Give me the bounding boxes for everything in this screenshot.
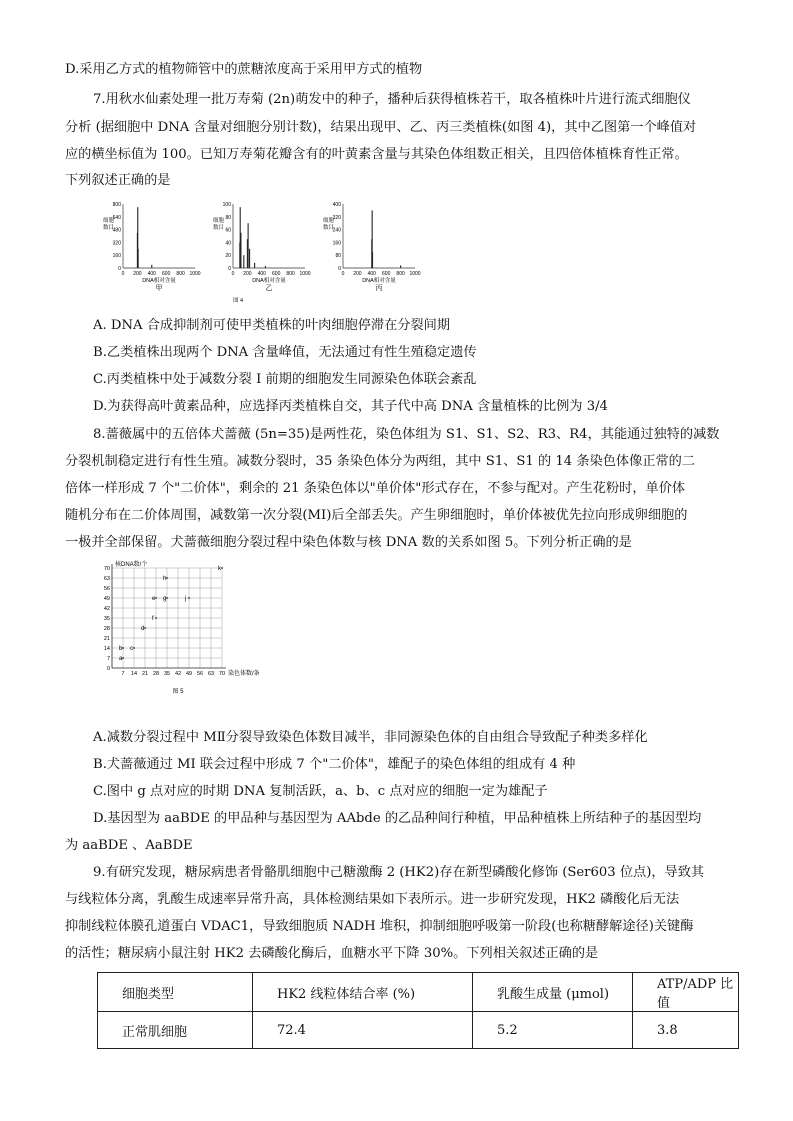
table-row	[98, 1012, 739, 1049]
figure-4	[98, 196, 428, 306]
figure-5-point-e	[155, 597, 157, 599]
figure-4-ytick: 320	[332, 214, 341, 221]
q7-option-d: D.为获得高叶黄素品种，应选择丙类植株自交，其子代中高 DNA 含量植株的比例为 3/4	[93, 399, 608, 414]
figure-4-panel-label: 丙	[375, 285, 383, 292]
figure-5-point-b	[122, 647, 124, 649]
q8-option-d-line-1: D.基因型为 aaBDE 的甲品种与基因型为 AAbde 的乙品种间行种植，甲品种植株上所结种子的基因型均	[93, 811, 702, 826]
figure-4-ytick: 100	[222, 202, 231, 208]
figure-4-ytick: 640	[112, 214, 121, 221]
table-header-cell: ATP/ADP 比值	[633, 973, 739, 1012]
figure-4-panel-label: 乙	[265, 285, 273, 292]
figure-5-point-label: b	[119, 646, 123, 652]
figure-5-xtick: 49	[185, 671, 193, 677]
figure-4-xtick: 1000	[299, 271, 311, 277]
table-cell: 3.8	[633, 1012, 739, 1049]
figure-4-xtick: 600	[162, 271, 171, 277]
figure-5-ytick: 70	[103, 566, 110, 572]
figure-4-ytick: 20	[225, 253, 231, 260]
table-cell: 正常肌细胞	[98, 1012, 253, 1049]
table-header-cell: HK2 线粒体结合率 (%)	[253, 973, 473, 1012]
figure-4-ylabel: 数目	[213, 225, 225, 231]
figure-5-caption: 图 5	[172, 689, 184, 695]
figure-5	[98, 558, 260, 698]
table-header-cell: 乳酸生成量 (μmol)	[473, 973, 633, 1012]
figure-4-panel-丙	[323, 202, 421, 292]
q8-stem-line-2: 分裂机制稳定进行有性生殖。减数分裂时，35 条染色体分为两组，其中 S1、S1 的 14 条染色体像正常的二	[65, 454, 696, 469]
q8-option-d-line-2: 为 aaBDE 、AaBDE	[65, 838, 193, 853]
figure-5-xtick: 56	[196, 671, 204, 677]
figure-4-xtick: 400	[147, 271, 156, 277]
q8-stem-line-4: 随机分布在二价体周围，减数第一次分裂(MI)后全部丢失。产生卵细胞时，单价体被优先拉向形成卵细胞的	[65, 508, 688, 523]
figure-4-caption: 图 4	[232, 298, 244, 304]
figure-4-xtick: 200	[243, 271, 252, 277]
q7-stem-line-1: 7.用秋水仙素处理一批万寿菊 (2n)萌发中的种子，播种后获得植株若干，取各植株叶片进行流式细胞仪	[93, 92, 691, 107]
figure-5-xtick: 14	[130, 671, 138, 677]
figure-5-ytick: 0	[106, 666, 110, 672]
q8-option-c: C.图中 g 点对应的时期 DNA 复制活跃，a、b、c 点对应的细胞一定为雄配子	[93, 784, 548, 799]
figure-5-xtick: 35	[163, 671, 171, 677]
q9-stem-line-3: 抑制线粒体膜孔道蛋白 VDAC1，导致细胞质 NADH 堆积，抑制细胞呼吸第一阶段(也称糖酵解途径)关键酶	[65, 919, 694, 934]
figure-5-point-k	[221, 567, 223, 569]
figure-5-ytick: 42	[103, 606, 110, 612]
figure-5-point-f	[155, 617, 157, 619]
figure-5-point-label: f	[152, 616, 154, 622]
figure-5-ytick: 28	[103, 626, 110, 632]
figure-5-point-j	[188, 597, 190, 599]
q8-stem-line-1: 8.蔷薇属中的五倍体犬蔷薇 (5n=35)是两性花，染色体组为 S1、S1、S2、R3、R4，其能通过独特的减数	[93, 427, 720, 442]
q7-stem-line-3: 应的横坐标值为 100。已知万寿菊花瓣含有的叶黄素含量与其染色体组数正相关，且四倍体植株育性正常。	[65, 147, 688, 162]
figure-5-ytick: 35	[103, 616, 110, 622]
figure-4-ytick: 160	[332, 240, 341, 247]
q7-stem-line-4: 下列叙述正确的是	[65, 173, 171, 188]
q8-option-b: B.犬蔷薇通过 MI 联会过程中形成 7 个"二价体"，雄配子的染色体组的组成有 4 种	[93, 757, 576, 772]
figure-5-xtick: 42	[174, 671, 182, 677]
figure-5-xtick: 7	[121, 671, 125, 677]
figure-4-xtick: 1000	[409, 271, 421, 277]
figure-5-svg	[98, 558, 260, 698]
figure-5-xtick: 63	[207, 671, 215, 677]
figure-5-point-d	[144, 627, 146, 629]
figure-4-ytick: 400	[332, 202, 341, 208]
figure-4-ytick: 160	[112, 253, 121, 260]
figure-5-ylabel: 核DNA数/个	[115, 562, 148, 568]
q7-option-c: C.丙类植株中处于减数分裂 I 前期的细胞发生同源染色体联会紊乱	[93, 372, 477, 387]
figure-5-point-c	[133, 647, 135, 649]
figure-5-point-label: c	[130, 646, 133, 652]
figure-5-ytick: 49	[103, 596, 110, 602]
q9-stem-line-2: 与线粒体分离，乳酸生成速率异常升高，具体检测结果如下表所示。进一步研究发现，HK2 磷酸化后无法	[65, 892, 680, 907]
figure-5-point-label: k	[218, 566, 221, 572]
figure-4-xlabel: DNA相对含量	[142, 278, 176, 284]
figure-5-ytick: 56	[103, 586, 110, 592]
figure-4-xtick: 400	[367, 271, 376, 277]
figure-4-ytick: 80	[335, 253, 341, 260]
figure-5-ytick: 7	[106, 656, 110, 662]
figure-5-xtick: 28	[152, 671, 160, 677]
figure-4-xtick: 600	[272, 271, 281, 277]
figure-4-ytick: 240	[332, 227, 341, 234]
figure-4-xtick: 800	[286, 271, 295, 277]
table-header-row	[98, 973, 739, 1012]
figure-5-xlabel: 染色体数/条	[228, 671, 260, 677]
figure-5-ytick: 14	[103, 646, 110, 652]
figure-4-ytick: 80	[225, 214, 231, 221]
q9-stem-line-1: 9.有研究发现，糖尿病患者骨骼肌细胞中己糖激酶 2 (HK2)存在新型磷酸化修饰 (Ser603 位点)，导致其	[93, 865, 705, 880]
q7-option-a: A. DNA 合成抑制剂可使甲类植株的叶肉细胞停滞在分裂间期	[93, 318, 451, 333]
figure-5-ytick: 63	[103, 576, 110, 582]
table-cell: 5.2	[473, 1012, 633, 1049]
figure-4-ytick: 40	[225, 240, 231, 247]
q6-option-d: D.采用乙方式的植物筛管中的蔗糖浓度高于采用甲方式的植物	[65, 62, 423, 77]
figure-4-svg	[98, 196, 428, 306]
figure-4-xtick: 800	[176, 271, 185, 277]
figure-5-xtick: 21	[141, 671, 149, 677]
figure-4-xtick: 0	[231, 271, 235, 277]
figure-4-ytick: 0	[118, 266, 121, 272]
figure-4-panel-乙	[213, 202, 311, 292]
q8-stem-line-3: 倍体一样形成 7 个"二价体"，剩余的 21 条染色体以"单价体"形式存在，不参与配对。产生花粉时，单价体	[65, 481, 686, 496]
figure-5-point-label: a	[119, 656, 123, 662]
figure-4-xtick: 600	[382, 271, 391, 277]
q8-option-a: A.减数分裂过程中 MⅡ分裂导致染色体数目减半，非同源染色体的自由组合导致配子种类多样化	[93, 730, 648, 745]
figure-4-ytick: 320	[112, 240, 121, 247]
figure-4-xlabel: DNA相对含量	[252, 278, 286, 284]
figure-4-xtick: 200	[353, 271, 362, 277]
figure-4-ylabel: 数目	[323, 225, 335, 231]
q9-stem-line-4: 的活性；糖尿病小鼠注射 HK2 去磷酸化酶后，血糖水平下降 30%。下列相关叙述正确的是	[65, 946, 599, 961]
figure-5-point-label: g	[163, 596, 167, 602]
figure-5-xtick: 70	[218, 671, 226, 677]
figure-4-ylabel: 数目	[103, 225, 115, 231]
figure-5-point-label: h	[163, 576, 167, 582]
table-cell: 72.4	[253, 1012, 473, 1049]
figure-4-ytick: 480	[112, 227, 121, 234]
figure-4-xtick: 400	[257, 271, 266, 277]
figure-4-ytick: 60	[225, 227, 231, 234]
figure-5-point-label: j	[185, 596, 187, 602]
figure-4-xtick: 0	[341, 271, 345, 277]
figure-5-point-h	[166, 577, 168, 579]
figure-5-point-label: e	[152, 596, 156, 602]
figure-4-ytick: 0	[338, 266, 341, 272]
figure-4-xtick: 1000	[189, 271, 201, 277]
figure-4-xtick: 200	[133, 271, 142, 277]
figure-4-ytick: 800	[112, 202, 121, 208]
figure-4-xlabel: DNA相对含量	[362, 278, 396, 284]
figure-4-panel-label: 甲	[155, 285, 163, 292]
figure-4-ylabel: 细胞	[103, 218, 115, 224]
figure-4-ytick: 0	[228, 266, 231, 272]
figure-4-ylabel: 细胞	[213, 218, 225, 224]
q7-stem-line-2: 分析 (据细胞中 DNA 含量对细胞分别计数)，结果出现甲、乙、丙三类植株(如图 4)，其中乙图第一个峰值对	[65, 120, 697, 135]
table-header-cell: 细胞类型	[98, 973, 253, 1012]
figure-4-ylabel: 细胞	[323, 218, 335, 224]
figure-4-xtick: 0	[121, 271, 125, 277]
q8-stem-line-5: 一极并全部保留。犬蔷薇细胞分裂过程中染色体数与核 DNA 数的关系如图 5。下列分析正确的是	[65, 535, 632, 550]
figure-5-ytick: 21	[103, 636, 110, 642]
q9-data-table	[97, 972, 739, 1049]
figure-5-point-label: d	[141, 626, 145, 632]
q7-option-b: B.乙类植株出现两个 DNA 含量峰值，无法通过有性生殖稳定遗传	[93, 345, 477, 360]
figure-4-xtick: 800	[396, 271, 405, 277]
figure-5-point-a	[122, 657, 124, 659]
figure-4-panel-甲	[103, 202, 201, 292]
figure-5-point-g	[166, 597, 168, 599]
